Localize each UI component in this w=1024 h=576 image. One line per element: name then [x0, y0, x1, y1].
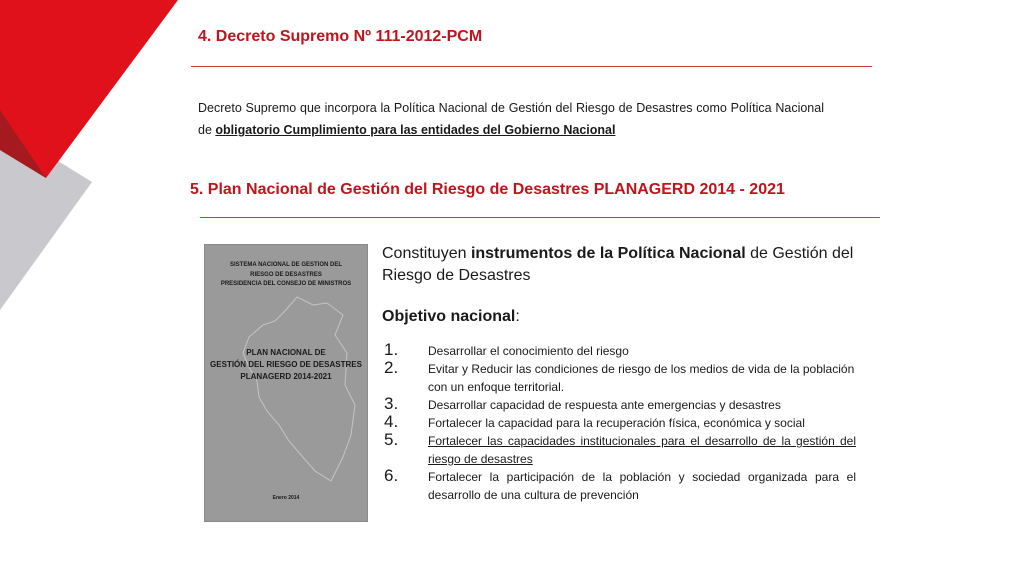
objective-text: Fortalecer la capacidad para la recuperación física, económica y social — [428, 416, 805, 430]
objective-item — [384, 468, 856, 504]
section-4-heading: 4. Decreto Supremo Nº 111-2012-PCM — [198, 28, 483, 45]
section-5-heading: 5. Plan Nacional de Gestión del Riesgo de Desastres PLANAGERD 2014 - 2021 — [190, 181, 785, 198]
objective-number: 6. — [384, 466, 399, 485]
objective-number: 5. — [384, 430, 399, 449]
section-5-divider — [200, 217, 880, 218]
objective-number: 3. — [384, 394, 399, 413]
cover-institution: PRESIDENCIA DEL CONSEJO DE MINISTROS — [220, 281, 352, 287]
intro-emphasis: instrumentos de la Política Nacional — [470, 245, 746, 262]
objective-item — [384, 432, 856, 468]
section-4-emphasis: obligatorio Cumplimiento para las entidades del Gobierno Nacional — [215, 123, 616, 137]
objective-item — [384, 360, 856, 396]
objective-text: Desarrollar el conocimiento del riesgo — [428, 344, 629, 358]
section-4-text: Decreto Supremo que incorpora la Política Nacional de Gestión del Riesgo de Desastres como Política Nacional de — [198, 101, 824, 137]
cover-title-line-3: PLANAGERD 2014-2021 — [240, 372, 332, 381]
objective-text: Fortalecer las capacidades institucionales para el desarrollo de la gestión del riesgo de desastres — [428, 434, 856, 466]
objective-item — [384, 414, 856, 432]
objective-item — [384, 396, 856, 414]
objective-number: 2. — [384, 358, 399, 377]
cover-title — [205, 347, 367, 383]
objective-text: Desarrollar capacidad de respuesta ante emergencias y desastres — [428, 398, 781, 412]
cover-date: Enero 2014 — [272, 495, 300, 501]
objective-text: Fortalecer la participación de la población y sociedad organizada para el desarrollo de una cultura de prevención — [428, 470, 856, 502]
objective-text: Evitar y Reducir las condiciones de riesgo de los medios de vida de la población con un enfoque territorial. — [428, 362, 855, 394]
objective-number: 1. — [384, 340, 399, 359]
intro-text-1: Constituyen — [382, 245, 471, 262]
section-4-divider — [191, 66, 872, 67]
objective-colon: : — [515, 308, 520, 325]
objectives-list — [384, 342, 856, 504]
corner-decoration — [0, 0, 200, 340]
section-4-paragraph — [198, 97, 824, 141]
cover-title-line-2: GESTIÓN DEL RIESGO DE DESASTRES — [210, 360, 362, 369]
instruments-statement — [382, 243, 862, 287]
cover-title-line-1: PLAN NACIONAL DE — [246, 348, 326, 357]
intro-text-2: de Gestión del Riesgo de Desastres — [382, 245, 854, 284]
objective-label: Objetivo nacional — [382, 308, 516, 325]
objective-heading — [382, 308, 520, 326]
objective-item — [384, 342, 856, 360]
objective-number: 4. — [384, 412, 399, 431]
planagerd-cover-image — [204, 244, 368, 522]
cover-system-name: SISTEMA NACIONAL DE GESTION DEL RIESGO DE DESASTRES — [229, 262, 342, 278]
